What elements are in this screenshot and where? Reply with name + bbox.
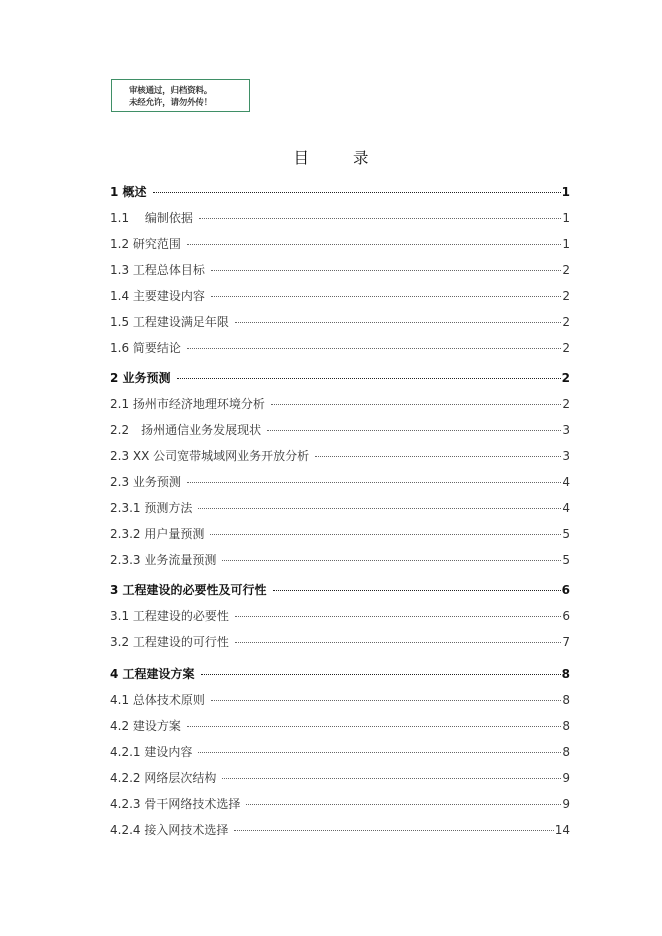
toc-entry-label: 3.1 工程建设的必要性 [110,609,229,623]
toc-entry-label: 3 工程建设的必要性及可行性 [110,583,267,597]
toc-entry-label: 4.2.3 骨干网络技术选择 [110,797,241,811]
toc-leader [211,270,561,271]
toc-entry-label: 1.2 研究范围 [110,237,181,251]
toc-leader [222,560,561,561]
toc-entry[interactable] [110,550,570,570]
toc-entry[interactable] [110,420,570,440]
toc-entry[interactable] [110,338,570,358]
toc-entry-label: 1 概述 [110,185,147,199]
toc-entry-label: 3.2 工程建设的可行性 [110,635,229,649]
page-title: 目录 [293,149,413,167]
toc-leader [235,616,561,617]
toc-leader [267,430,561,431]
toc-entry[interactable] [110,472,570,492]
toc-entry-label: 2.3.3 业务流量预测 [110,553,217,567]
stamp-line-2: 未经允许，请勿外传！ [129,98,213,108]
toc-entry-page: 2 [562,289,570,303]
toc-entry[interactable] [110,664,570,684]
toc-entry-page: 8 [562,745,570,759]
toc-entry[interactable] [110,368,570,388]
toc-entry-label: 2.3 XX 公司宽带城域网业务开放分析 [110,449,310,463]
toc-leader [315,456,561,457]
toc-entry-page: 6 [562,609,570,623]
toc-entry-label: 4 工程建设方案 [110,667,195,681]
toc-leader [211,700,561,701]
toc-leader [222,778,561,779]
toc-entry[interactable] [110,524,570,544]
toc-leader [187,348,561,349]
toc-entry[interactable] [110,820,570,840]
toc-entry[interactable] [110,690,570,710]
toc-entry-page: 1 [562,211,570,225]
toc-entry-page: 6 [561,583,570,597]
toc-entry-page: 9 [562,797,570,811]
toc-leader [187,726,561,727]
toc-leader [210,534,561,535]
toc-entry[interactable] [110,580,570,600]
toc-entry-page: 1 [562,237,570,251]
toc-entry-page: 5 [562,553,570,567]
toc-entry-page: 4 [562,475,570,489]
toc-entry-label: 1.5 工程建设满足年限 [110,315,229,329]
toc-entry-page: 8 [562,693,570,707]
toc-entry-label: 4.2.2 网络层次结构 [110,771,217,785]
toc-entry-label: 2.2 扬州通信业务发展现状 [110,423,262,437]
toc-entry-page: 8 [562,719,570,733]
toc-leader [273,590,561,591]
toc-entry-page: 2 [562,397,570,411]
toc-entry[interactable] [110,606,570,626]
toc-entry[interactable] [110,182,570,202]
toc-entry[interactable] [110,286,570,306]
toc-leader [271,404,561,405]
toc-entry[interactable] [110,312,570,332]
toc-entry[interactable] [110,234,570,254]
approval-stamp [111,79,250,112]
toc-leader [201,674,561,675]
stamp-line-1: 审核通过，归档资料。 [129,86,213,96]
toc-entry-page: 1 [561,185,570,199]
toc-leader [198,508,561,509]
toc-leader [187,482,561,483]
toc-entry-label: 2.3.1 预测方法 [110,501,193,515]
toc-entry[interactable] [110,742,570,762]
toc-leader [235,642,561,643]
toc-leader [187,244,561,245]
toc-entry-label: 1.1 编制依据 [110,211,193,225]
toc-entry[interactable] [110,446,570,466]
toc-entry-label: 4.2.4 接入网技术选择 [110,823,229,837]
toc-entry-page: 9 [562,771,570,785]
toc-leader [177,378,561,379]
toc-entry[interactable] [110,794,570,814]
toc-leader [235,322,561,323]
toc-entry-label: 4.2.1 建设内容 [110,745,193,759]
toc-entry[interactable] [110,394,570,414]
toc-entry[interactable] [110,632,570,652]
toc-entry-label: 2.3 业务预测 [110,475,181,489]
toc-leader [199,218,561,219]
toc-entry-label: 2 业务预测 [110,371,171,385]
toc-entry-page: 8 [561,667,570,681]
toc-entry-page: 5 [562,527,570,541]
toc-leader [246,804,561,805]
toc-entry-page: 4 [562,501,570,515]
toc-entry[interactable] [110,768,570,788]
toc-entry-label: 1.6 简要结论 [110,341,181,355]
toc-leader [234,830,553,831]
toc-entry-page: 2 [561,371,570,385]
toc-entry-page: 7 [562,635,570,649]
toc-entry[interactable] [110,716,570,736]
toc-entry-label: 2.1 扬州市经济地理环境分析 [110,397,265,411]
toc-entry-label: 1.3 工程总体目标 [110,263,205,277]
toc-entry-label: 2.3.2 用户量预测 [110,527,205,541]
toc-entry[interactable] [110,208,570,228]
toc-entry-page: 2 [562,263,570,277]
toc-entry-page: 3 [562,449,570,463]
toc-entry-page: 14 [554,823,570,837]
toc-entry[interactable] [110,498,570,518]
toc-entry-page: 2 [562,341,570,355]
toc-entry-page: 2 [562,315,570,329]
toc-entry[interactable] [110,260,570,280]
toc-leader [198,752,561,753]
toc-entry-label: 4.2 建设方案 [110,719,181,733]
toc-entry-label: 4.1 总体技术原则 [110,693,205,707]
toc-entry-page: 3 [562,423,570,437]
toc-leader [211,296,561,297]
toc-leader [153,192,561,193]
toc-entry-label: 1.4 主要建设内容 [110,289,205,303]
